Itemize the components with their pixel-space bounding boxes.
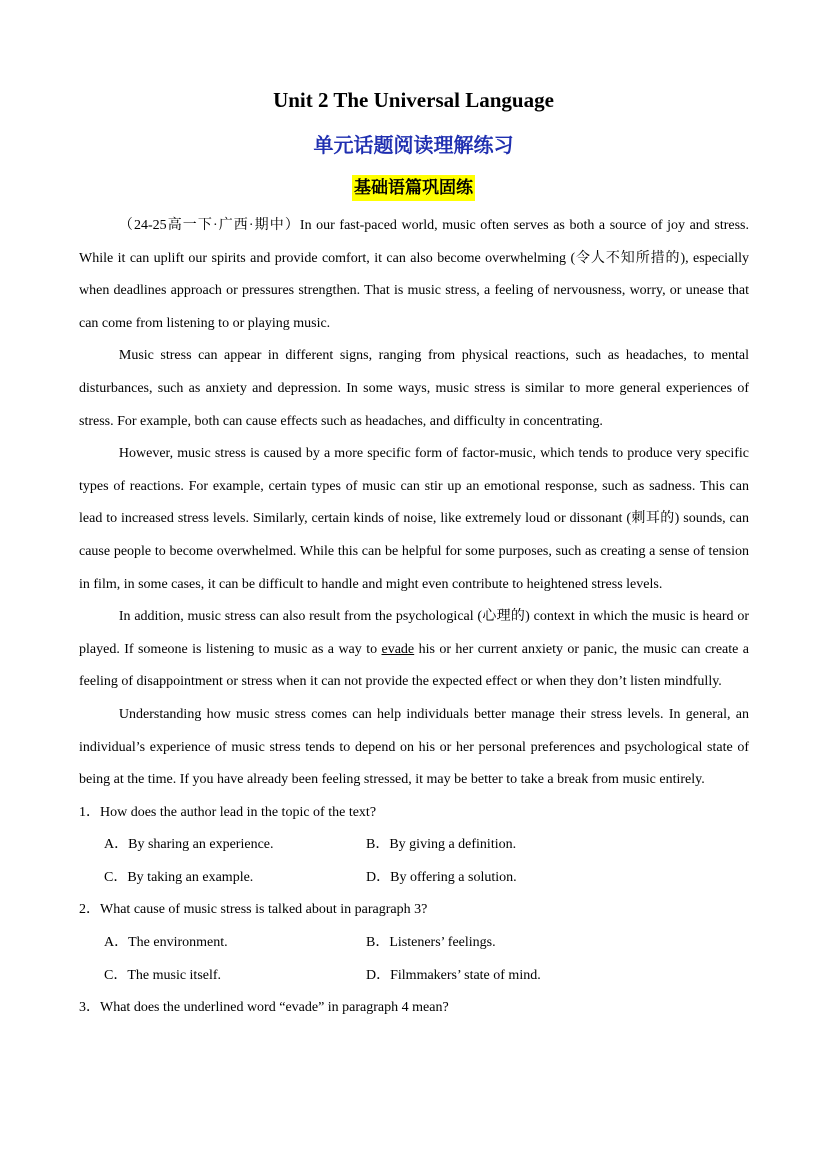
paragraph-4-text-after: his or her current anxiety or panic, the music can create a feeling of disappointment or stress when it can not provide the expected effect or when they don’t listen mindfully.: [79, 641, 749, 690]
paragraph-2: Music stress can appear in different signs, ranging from physical reactions, such as headaches, to mental disturbances, such as anxiety and depression. In some ways, music stress is similar to more general experiences of stress. For example, both can cause effects such as headaches, and difficulty in concentrating.: [79, 348, 749, 429]
paragraph-5: Understanding how music stress comes can help individuals better manage their stress levels. In general, an individual’s experience of music stress tends to depend on his or her personal preferences and psychological state of being at the time. If you have already been feeling stressed, it may be better to take a break from music entirely.: [79, 706, 749, 788]
question-2-option-c[interactable]: C．The music itself.: [104, 967, 222, 983]
underlined-word: evade: [381, 641, 415, 657]
paragraph-1-text: In our fast-paced world, music often serves as both a source of joy and stress. While it can uplift our spirits and provide comfort, it can also become overwhelming (令人不知所措的), especially when deadlines approach or pressures strengthen. That is music stress, a feeling of nervousness, worry, or unease that can come from listening to or playing music.: [79, 218, 749, 331]
question-2-option-b[interactable]: B．Listeners’ feelings.: [366, 935, 496, 951]
document-title: Unit 2 The Universal Language: [273, 88, 554, 112]
section-heading-wrap: [0, 175, 827, 201]
source-tag: （24-25高一下·广西·期中）: [118, 218, 300, 233]
question-2: 2．What cause of music stress is talked about in paragraph 3?: [79, 902, 428, 918]
paragraph-4: [79, 601, 749, 699]
question-1: 1．How does the author lead in the topic of the text?: [79, 804, 377, 820]
section-heading: 基础语篇巩固练: [352, 175, 475, 201]
paragraph-4-text-before: In addition, music stress can also result from the psychological (心理的) context in which the music is heard or played. If someone is listening to music as a way to: [79, 609, 749, 657]
question-1-options-row-2: [104, 862, 749, 895]
question-2-option-a[interactable]: A．The environment.: [104, 935, 228, 951]
paragraph-1: [79, 210, 749, 340]
question-1-option-a[interactable]: A．By sharing an experience.: [104, 837, 274, 853]
question-3: 3．What does the underlined word “evade” in paragraph 4 mean?: [79, 1000, 449, 1016]
question-1-options-row-1: [104, 829, 749, 862]
paragraph-3: However, music stress is caused by a more specific form of factor-music, which tends to produce very specific types of reactions. For example, certain types of music can stir up an emotional response, such as sadness. This can lead to increased stress levels. Similarly, certain kinds of noise, like extremely loud or dissonant (刺耳的) sounds, can cause people to become overwhelmed. While this can be helpful for some purposes, such as creating a sense of tension in film, in some cases, it can be difficult to handle and might even contribute to heightened stress levels.: [79, 446, 749, 592]
document-subtitle: 单元话题阅读理解练习: [313, 133, 514, 157]
question-2-options-row-2: [104, 960, 749, 993]
question-1-option-c[interactable]: C．By taking an example.: [104, 869, 254, 885]
question-2-option-d[interactable]: D．Filmmakers’ state of mind.: [366, 967, 541, 983]
question-1-option-b[interactable]: B．By giving a definition.: [366, 837, 517, 853]
question-2-options-row-1: [104, 927, 749, 960]
document-body: [79, 210, 749, 1025]
question-1-option-d[interactable]: D．By offering a solution.: [366, 869, 517, 885]
